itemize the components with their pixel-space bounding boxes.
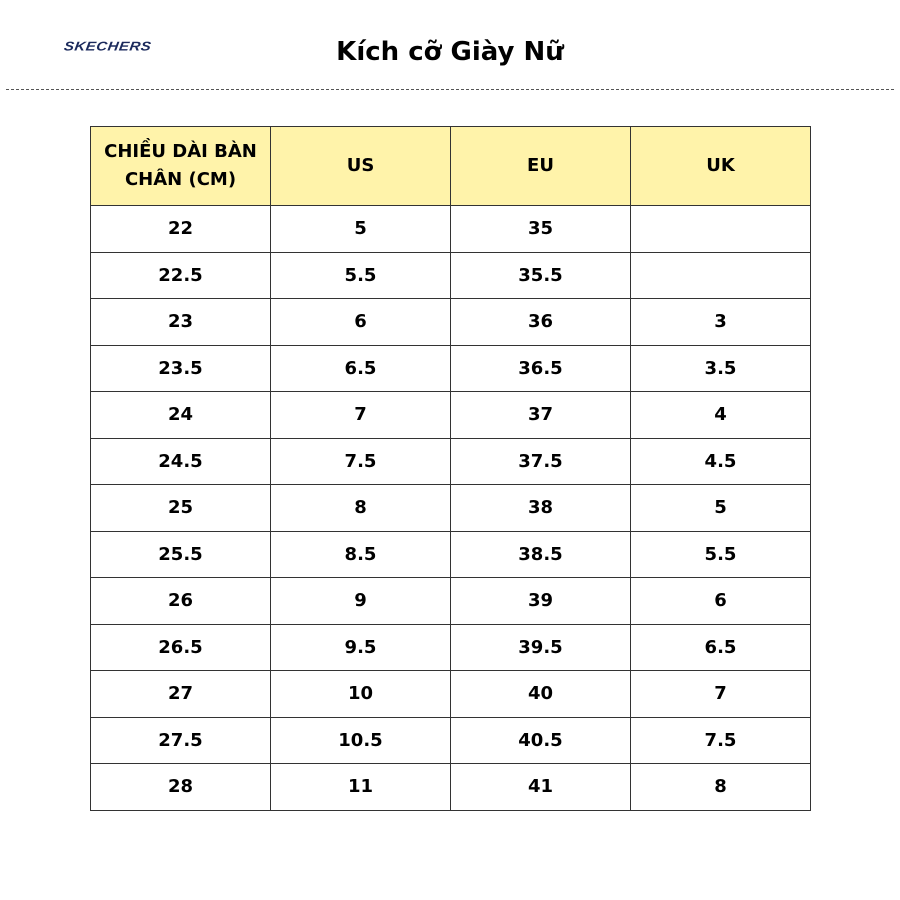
cell-eu: 37.5 xyxy=(451,438,631,485)
cell-eu: 38 xyxy=(451,485,631,532)
cell-us: 10 xyxy=(271,671,451,718)
table-row xyxy=(91,438,811,485)
table-row xyxy=(91,624,811,671)
table-row xyxy=(91,299,811,346)
cell-uk xyxy=(631,206,811,253)
table-row xyxy=(91,671,811,718)
cell-eu: 41 xyxy=(451,764,631,811)
cell-foot-length: 22.5 xyxy=(91,252,271,299)
cell-us: 9 xyxy=(271,578,451,625)
cell-us: 6.5 xyxy=(271,345,451,392)
cell-us: 5.5 xyxy=(271,252,451,299)
cell-eu: 36.5 xyxy=(451,345,631,392)
cell-us: 10.5 xyxy=(271,717,451,764)
column-header-eu: EU xyxy=(451,127,631,206)
table-row xyxy=(91,345,811,392)
cell-eu: 40.5 xyxy=(451,717,631,764)
cell-foot-length: 25 xyxy=(91,485,271,532)
cell-uk: 4 xyxy=(631,392,811,439)
cell-us: 7 xyxy=(271,392,451,439)
cell-foot-length: 28 xyxy=(91,764,271,811)
cell-us: 7.5 xyxy=(271,438,451,485)
column-header-uk: UK xyxy=(631,127,811,206)
cell-foot-length: 24 xyxy=(91,392,271,439)
table-row xyxy=(91,578,811,625)
cell-eu: 40 xyxy=(451,671,631,718)
cell-foot-length: 27.5 xyxy=(91,717,271,764)
cell-foot-length: 25.5 xyxy=(91,531,271,578)
cell-uk: 7 xyxy=(631,671,811,718)
cell-eu: 35.5 xyxy=(451,252,631,299)
cell-uk: 5 xyxy=(631,485,811,532)
table-row xyxy=(91,764,811,811)
cell-foot-length: 24.5 xyxy=(91,438,271,485)
cell-us: 8 xyxy=(271,485,451,532)
cell-us: 6 xyxy=(271,299,451,346)
cell-us: 11 xyxy=(271,764,451,811)
column-header-foot-length: CHIỀU DÀI BÀN CHÂN (CM) xyxy=(91,127,271,206)
cell-uk: 4.5 xyxy=(631,438,811,485)
table-header-row xyxy=(91,127,811,206)
cell-uk xyxy=(631,252,811,299)
cell-eu: 39.5 xyxy=(451,624,631,671)
cell-us: 5 xyxy=(271,206,451,253)
cell-uk: 6.5 xyxy=(631,624,811,671)
cell-us: 9.5 xyxy=(271,624,451,671)
cell-uk: 5.5 xyxy=(631,531,811,578)
cell-eu: 36 xyxy=(451,299,631,346)
table-row xyxy=(91,392,811,439)
cell-uk: 3.5 xyxy=(631,345,811,392)
dashed-divider xyxy=(6,89,894,90)
cell-foot-length: 26.5 xyxy=(91,624,271,671)
table-row xyxy=(91,252,811,299)
cell-foot-length: 22 xyxy=(91,206,271,253)
cell-eu: 38.5 xyxy=(451,531,631,578)
table-row xyxy=(91,485,811,532)
cell-eu: 37 xyxy=(451,392,631,439)
cell-foot-length: 27 xyxy=(91,671,271,718)
table-body xyxy=(91,206,811,811)
page-title: Kích cỡ Giày Nữ xyxy=(336,37,564,67)
table-row xyxy=(91,717,811,764)
cell-foot-length: 23.5 xyxy=(91,345,271,392)
size-chart-table xyxy=(90,126,811,811)
column-header-us: US xyxy=(271,127,451,206)
cell-us: 8.5 xyxy=(271,531,451,578)
cell-foot-length: 23 xyxy=(91,299,271,346)
cell-eu: 39 xyxy=(451,578,631,625)
cell-uk: 3 xyxy=(631,299,811,346)
cell-uk: 8 xyxy=(631,764,811,811)
table-row xyxy=(91,206,811,253)
cell-uk: 7.5 xyxy=(631,717,811,764)
table-row xyxy=(91,531,811,578)
cell-uk: 6 xyxy=(631,578,811,625)
skechers-logo: SKECHERS xyxy=(62,39,153,54)
cell-eu: 35 xyxy=(451,206,631,253)
cell-foot-length: 26 xyxy=(91,578,271,625)
